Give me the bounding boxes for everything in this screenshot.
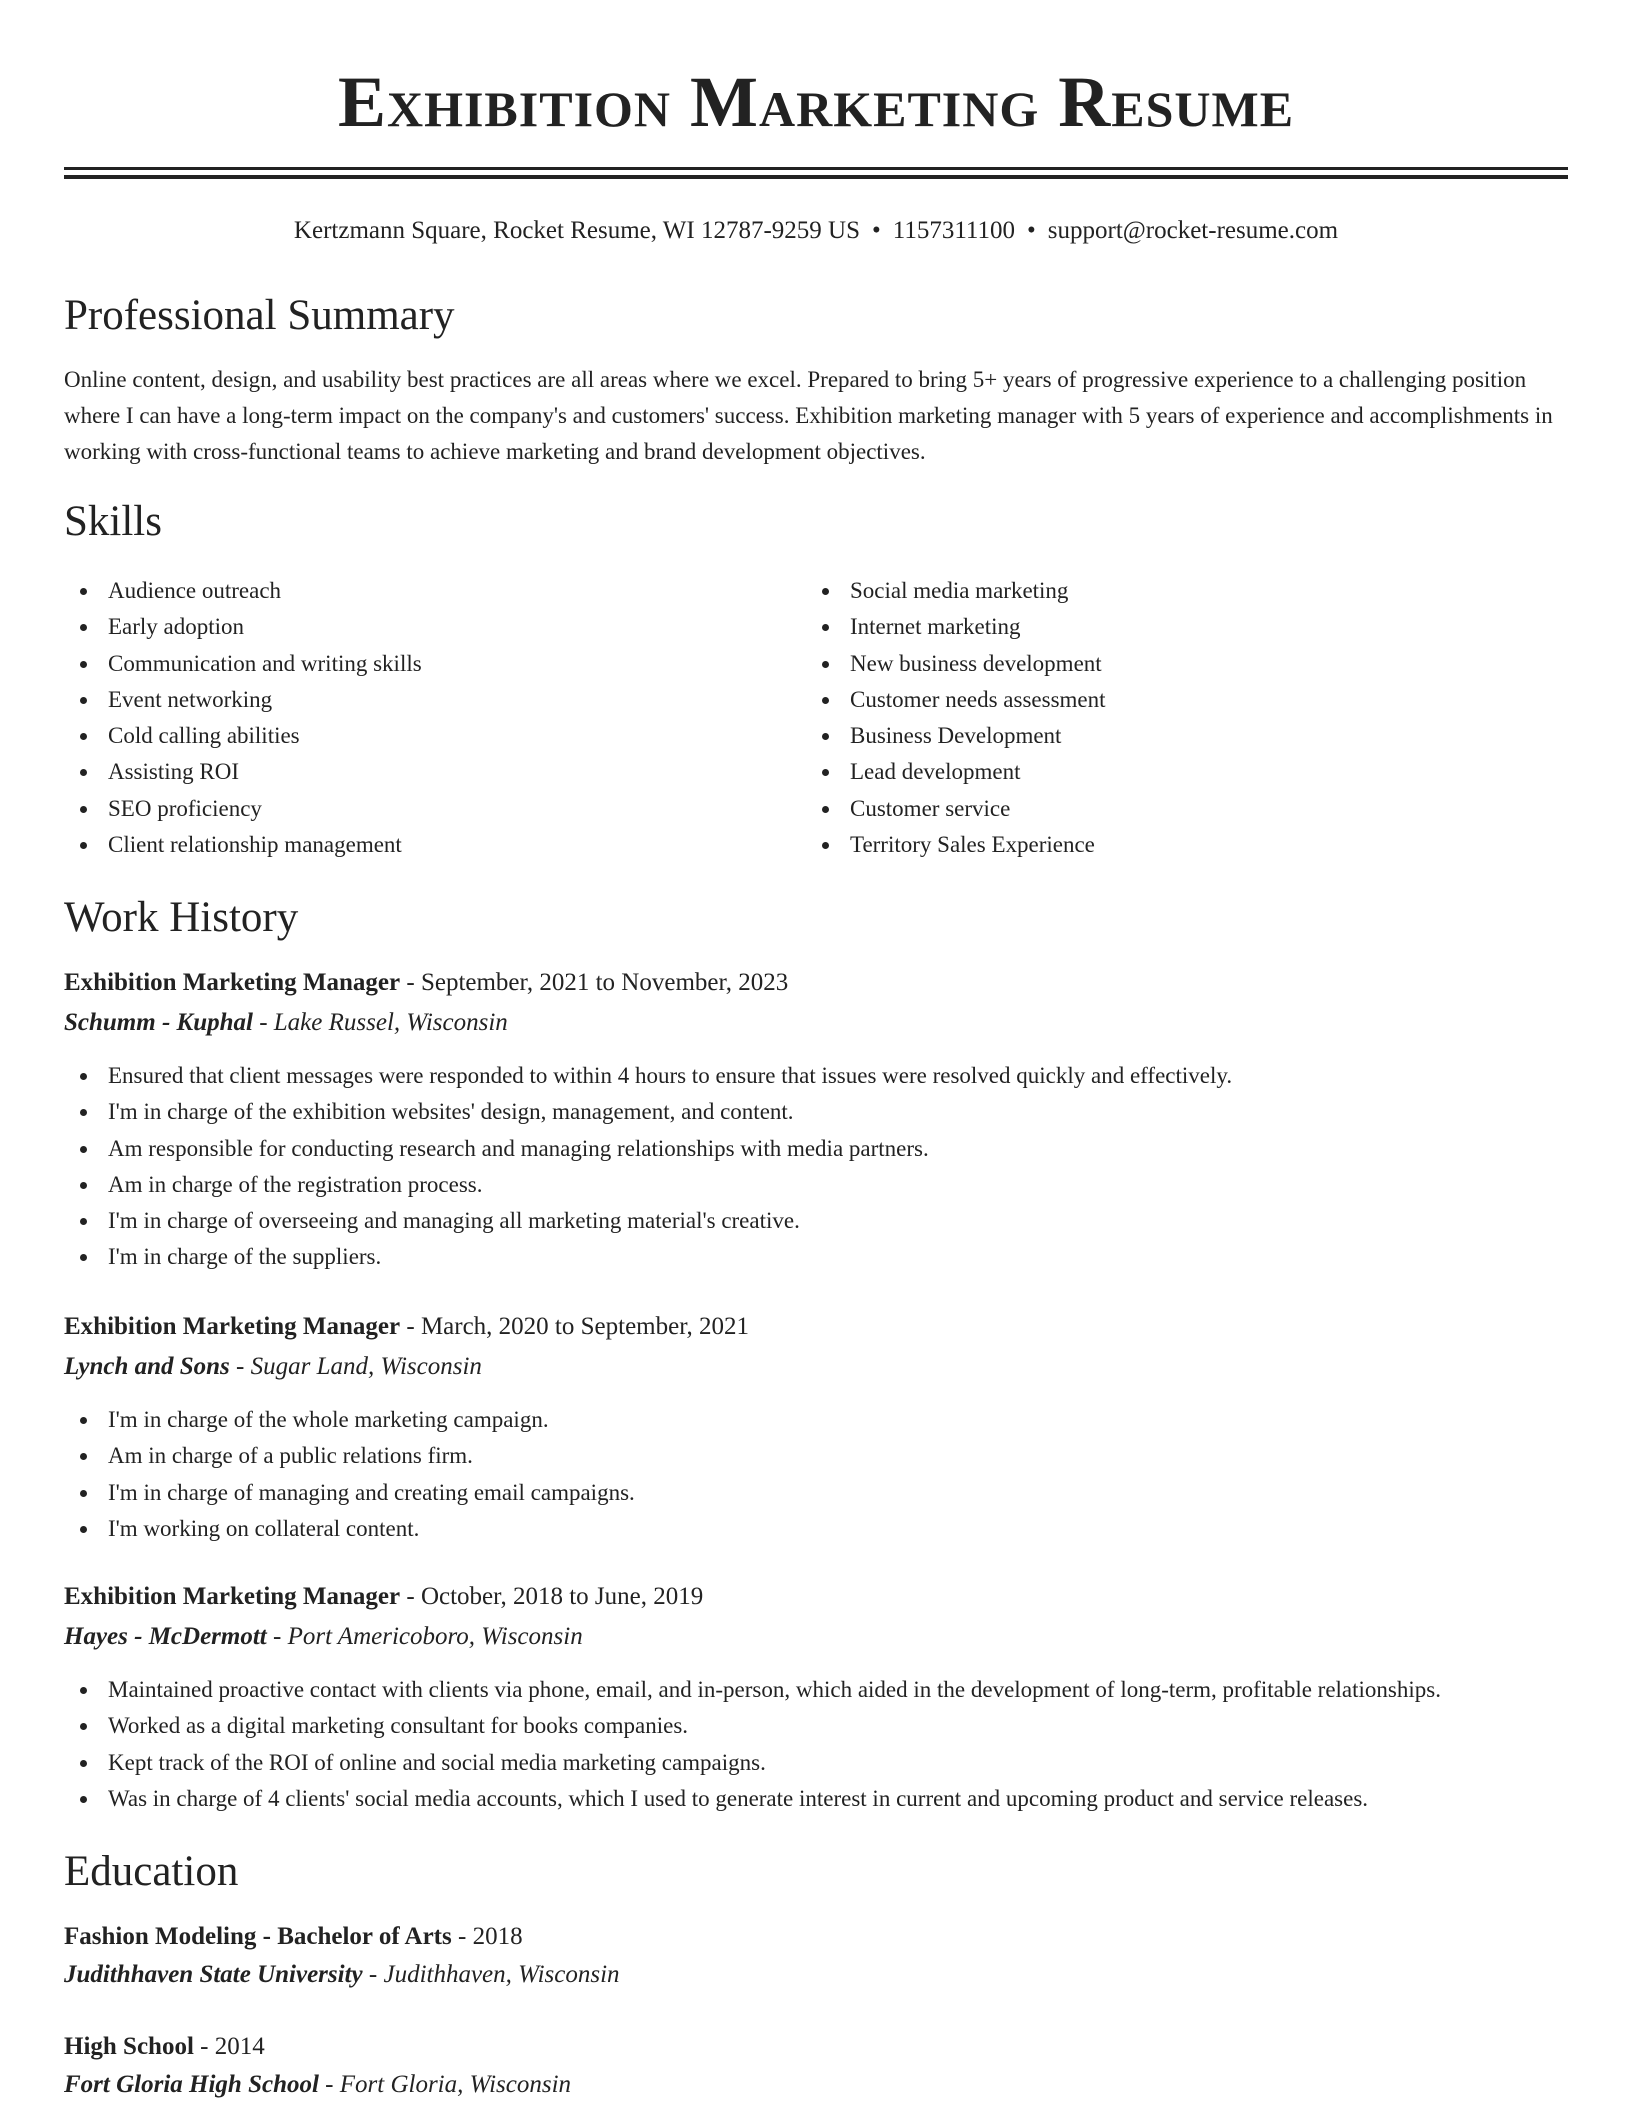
dash-separator: -: [400, 1313, 421, 1340]
education-year: 2014: [214, 2033, 265, 2060]
skill-item: Cold calling abilities: [64, 718, 764, 754]
skills-list-left: [64, 573, 764, 863]
education-school: Fort Gloria High School: [64, 2071, 319, 2098]
job-company: Hayes - McDermott: [64, 1623, 267, 1650]
summary-text: Online content, design, and usability best practices are all areas where we excel. Prepared to bring 5+ years of progressive experience to a challenging position where I can have a long-term impact on the company's and customers' success. Exhibition marketing manager with 5 years of experience and accomplishments in working with cross-functional teams to achieve marketing and brand development objectives.: [64, 367, 1553, 464]
title-divider-thin: [64, 175, 1568, 179]
skills-list-right: [806, 573, 1506, 863]
job-bullet: Am in charge of the registration process.: [64, 1167, 1604, 1203]
skill-item: Business Development: [806, 718, 1506, 754]
job-bullet: Am in charge of a public relations firm.: [64, 1438, 1604, 1474]
dash-separator: -: [400, 969, 421, 996]
education-location: Judithhaven, Wisconsin: [383, 1961, 620, 1988]
skill-item: Assisting ROI: [64, 754, 764, 790]
job-bullet: I'm in charge of managing and creating email campaigns.: [64, 1475, 1604, 1511]
skill-item: Social media marketing: [806, 573, 1506, 609]
resume-title: Exhibition Marketing Resume: [337, 62, 1295, 142]
skill-item: Communication and writing skills: [64, 646, 764, 682]
job-location: Sugar Land, Wisconsin: [250, 1353, 482, 1380]
job-dates: September, 2021 to November, 2023: [420, 969, 789, 996]
dash-separator: -: [252, 1009, 274, 1036]
job-bullet: I'm in charge of the exhibition websites' design, management, and content.: [64, 1094, 1604, 1130]
skill-item: Territory Sales Experience: [806, 827, 1506, 863]
skill-item: Early adoption: [64, 609, 764, 645]
contact-phone: 1157311100: [892, 217, 1015, 244]
skill-item: Lead development: [806, 754, 1506, 790]
skills-heading: Skills: [64, 498, 162, 545]
dash-separator: -: [400, 1583, 421, 1610]
education-school: Judithhaven State University: [64, 1961, 363, 1988]
contact-address: Kertzmann Square, Rocket Resume, WI 12787-9259 US: [293, 217, 861, 244]
job-title-line: [64, 1579, 1568, 1615]
job-bullet: Ensured that client messages were responded to within 4 hours to ensure that issues were resolved quickly and effectively.: [64, 1058, 1604, 1094]
job-company: Schumm - Kuphal: [64, 1009, 253, 1036]
job-location: Port Americoboro, Wisconsin: [287, 1623, 583, 1650]
job-title: Exhibition Marketing Manager: [64, 969, 401, 996]
dash-separator: -: [318, 2071, 340, 2098]
work-heading: Work History: [64, 894, 299, 941]
education-degree-line: [64, 1919, 1568, 1955]
skill-item: Customer needs assessment: [806, 682, 1506, 718]
job-bullets: [64, 1058, 1604, 1276]
education-school-line: [64, 1957, 1568, 1993]
job-title-line: [64, 965, 1568, 1001]
job-company-line: [64, 1005, 1568, 1041]
job-title: Exhibition Marketing Manager: [64, 1313, 401, 1340]
dash-separator: -: [229, 1353, 251, 1380]
dash-separator: -: [266, 1623, 288, 1650]
job-company-line: [64, 1619, 1568, 1655]
summary-heading: Professional Summary: [64, 292, 455, 339]
contact-separator: •: [872, 217, 881, 244]
title-divider-thick: [64, 167, 1568, 170]
skill-item: Customer service: [806, 791, 1506, 827]
education-heading: Education: [64, 1848, 239, 1895]
job-location: Lake Russel, Wisconsin: [273, 1009, 508, 1036]
job-dates: March, 2020 to September, 2021: [420, 1313, 750, 1340]
education-degree: Fashion Modeling - Bachelor of Arts: [64, 1923, 452, 1950]
skill-item: New business development: [806, 646, 1506, 682]
job-bullet: Maintained proactive contact with clients via phone, email, and in-person, which aided in the development of long-term, profitable relationships.: [64, 1672, 1624, 1708]
job-company-line: [64, 1349, 1568, 1385]
job-bullet: Am responsible for conducting research and managing relationships with media partners.: [64, 1131, 1604, 1167]
education-degree-line: [64, 2029, 1568, 2065]
job-title: Exhibition Marketing Manager: [64, 1583, 401, 1610]
job-bullets: [64, 1672, 1624, 1817]
contact-separator: •: [1027, 217, 1036, 244]
job-bullet: Worked as a digital marketing consultant for books companies.: [64, 1708, 1624, 1744]
job-bullet: I'm in charge of the suppliers.: [64, 1239, 1604, 1275]
education-year: 2018: [472, 1923, 523, 1950]
contact-email: support@rocket-resume.com: [1047, 217, 1339, 244]
job-bullet: I'm working on collateral content.: [64, 1511, 1604, 1547]
job-bullet: Kept track of the ROI of online and social media marketing campaigns.: [64, 1745, 1624, 1781]
dash-separator: -: [451, 1923, 473, 1950]
education-degree: High School: [64, 2033, 194, 2060]
education-location: Fort Gloria, Wisconsin: [339, 2071, 572, 2098]
job-bullet: I'm in charge of overseeing and managing all marketing material's creative.: [64, 1203, 1604, 1239]
job-dates: October, 2018 to June, 2019: [420, 1583, 704, 1610]
skill-item: Audience outreach: [64, 573, 764, 609]
education-school-line: [64, 2067, 1568, 2103]
contact-line: [0, 214, 1632, 248]
job-bullet: I'm in charge of the whole marketing campaign.: [64, 1402, 1604, 1438]
job-bullets: [64, 1402, 1604, 1547]
skill-item: SEO proficiency: [64, 791, 764, 827]
job-title-line: [64, 1309, 1568, 1345]
job-company: Lynch and Sons: [64, 1353, 230, 1380]
dash-separator: -: [362, 1961, 384, 1988]
skill-item: Client relationship management: [64, 827, 764, 863]
dash-separator: -: [193, 2033, 215, 2060]
skill-item: Internet marketing: [806, 609, 1506, 645]
skill-item: Event networking: [64, 682, 764, 718]
job-bullet: Was in charge of 4 clients' social media accounts, which I used to generate interest in current and upcoming product and service releases.: [64, 1781, 1624, 1817]
